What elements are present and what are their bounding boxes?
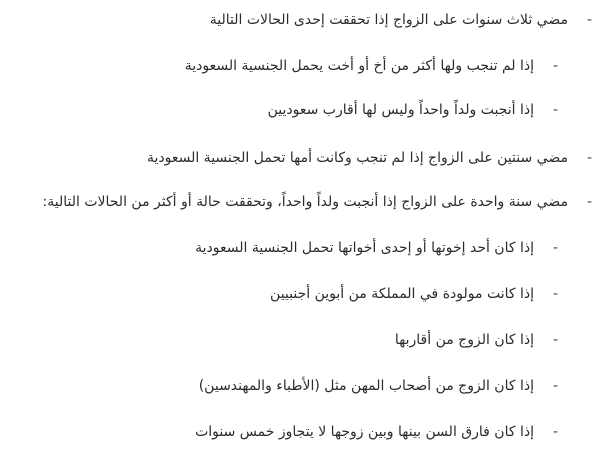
list-item <box>0 6 600 34</box>
list-bullet: - <box>552 332 558 348</box>
list-item-text: مضي سنة واحدة على الزواج إذا أنجبت ولداً واحداً، وتحققت حالة أو أكثر من الحالات التالية: <box>42 194 568 210</box>
list-item-text: إذا كان الزوج من أصحاب المهن مثل (الأطباء والمهندسين) <box>198 378 534 394</box>
list-item-text: مضي سنتين على الزواج إذا لم تنجب وكانت أمها تحمل الجنسية السعودية <box>146 150 568 166</box>
list-item-text: إذا لم تنجب ولها أكثر من أخ أو أخت يحمل الجنسية السعودية <box>184 58 534 74</box>
list-bullet: - <box>586 194 592 210</box>
list-item <box>0 326 600 354</box>
list-bullet: - <box>586 12 592 28</box>
list-bullet: - <box>552 378 558 394</box>
list-item <box>0 372 600 400</box>
list-item-text: إذا كان أحد إخوتها أو إحدى أخواتها تحمل الجنسية السعودية <box>195 240 534 256</box>
list-item-text: إذا أنجبت ولداً واحداً وليس لها أقارب سعوديين <box>267 102 534 118</box>
list-item <box>0 280 600 308</box>
list-bullet: - <box>552 286 558 302</box>
list-item <box>0 144 600 172</box>
list-bullet: - <box>552 58 558 74</box>
list-item-text: إذا كان الزوج من أقاربها <box>394 332 534 348</box>
list-item <box>0 418 600 446</box>
list-bullet: - <box>552 424 558 440</box>
list-item-text: إذا كان فارق السن بينها وبين زوجها لا يتجاوز خمس سنوات <box>195 424 534 440</box>
list-item-text: مضي ثلاث سنوات على الزواج إذا تحققت إحدى الحالات التالية <box>209 12 568 28</box>
list-bullet: - <box>552 240 558 256</box>
list-bullet: - <box>586 150 592 166</box>
list-bullet: - <box>552 102 558 118</box>
list-item-text: إذا كانت مولودة في المملكة من أبوين أجنبيين <box>270 286 534 302</box>
list-item <box>0 52 600 80</box>
list-item <box>0 96 600 124</box>
list-item <box>0 188 600 216</box>
list-item <box>0 234 600 262</box>
